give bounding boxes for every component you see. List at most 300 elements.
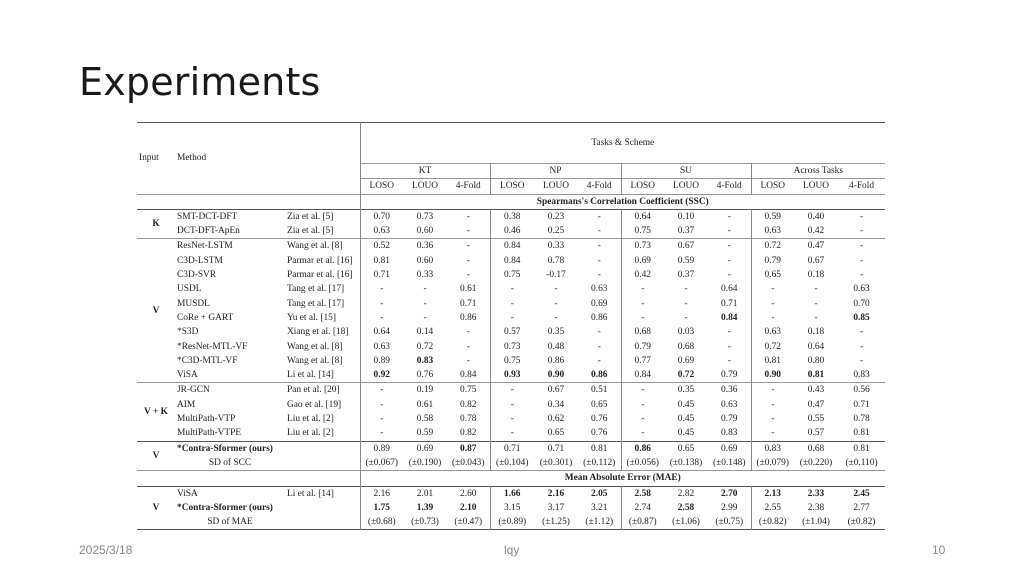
value-cell: (±0.190) xyxy=(408,457,442,468)
value-cell: 2.74 xyxy=(634,502,651,513)
method-name: ResNet-LSTM xyxy=(177,241,233,252)
value-cell: - xyxy=(423,284,427,295)
value-cell: 0.70 xyxy=(373,211,390,222)
value-cell: 0.70 xyxy=(853,298,870,309)
value-cell: (±1.06) xyxy=(672,517,700,528)
value-cell: 0.73 xyxy=(634,241,651,252)
value-cell: - xyxy=(510,385,514,396)
value-cell: 0.69 xyxy=(708,441,751,456)
value-cell: 0.43 xyxy=(807,385,825,396)
table-row xyxy=(137,501,885,515)
value-cell: 0.33 xyxy=(547,241,565,252)
value-cell: 0.79 xyxy=(708,412,751,426)
value-cell: 0.84 xyxy=(447,368,490,383)
value-cell: 0.51 xyxy=(578,383,621,398)
value-cell: 2.45 xyxy=(853,488,870,499)
spacer xyxy=(137,471,360,486)
value-cell: - xyxy=(578,268,621,282)
value-cell: 0.87 xyxy=(447,441,490,456)
method-reference xyxy=(285,441,360,456)
header-group: NP xyxy=(490,164,621,179)
value-cell: - xyxy=(708,254,751,268)
value-cell: 2.13 xyxy=(764,488,781,499)
value-cell: - xyxy=(510,312,514,323)
value-cell: 0.83 xyxy=(708,426,751,441)
results-table xyxy=(137,122,885,530)
value-cell: 2.58 xyxy=(677,502,695,513)
method-reference: Wang et al. [8] xyxy=(285,239,360,254)
value-cell: 0.47 xyxy=(807,399,825,410)
value-cell: 0.83 xyxy=(764,443,781,454)
value-cell: - xyxy=(447,239,490,254)
method-name: ViSA xyxy=(177,488,198,499)
value-cell: - xyxy=(380,399,384,410)
value-cell: - xyxy=(510,284,514,295)
value-cell: (±1.25) xyxy=(542,517,570,528)
value-cell: 0.69 xyxy=(634,255,651,266)
value-cell: 0.90 xyxy=(547,370,565,381)
value-cell: - xyxy=(859,211,864,222)
value-cell: - xyxy=(771,399,775,410)
header-scheme: 4-Fold xyxy=(838,179,885,194)
value-cell: - xyxy=(859,341,864,352)
value-cell: 0.63 xyxy=(853,284,870,295)
value-cell: - xyxy=(447,254,490,268)
value-cell: - xyxy=(578,209,621,224)
sd-label: SD of MAE xyxy=(207,517,253,528)
value-cell: - xyxy=(641,298,645,309)
value-cell: - xyxy=(814,298,818,309)
value-cell: 2.05 xyxy=(578,486,621,501)
value-cell: 0.34 xyxy=(547,399,565,410)
value-cell: 0.35 xyxy=(677,385,695,396)
table-row xyxy=(137,515,885,530)
value-cell: 0.85 xyxy=(853,312,870,323)
value-cell: 0.76 xyxy=(578,412,621,426)
method-name: *Contra-Sformer (ours) xyxy=(177,443,273,454)
value-cell: 0.25 xyxy=(547,226,565,237)
value-cell: 0.59 xyxy=(764,211,781,222)
table-row xyxy=(137,456,885,471)
value-cell: 0.47 xyxy=(807,241,825,252)
method-reference: Li et al. [14] xyxy=(285,486,360,501)
value-cell: - xyxy=(641,284,645,295)
slide-title: Experiments xyxy=(79,60,321,104)
value-cell: - xyxy=(684,312,688,323)
header-scheme: LOSO xyxy=(621,179,664,194)
value-cell: 2.70 xyxy=(708,486,751,501)
value-cell: 1.75 xyxy=(373,502,390,513)
value-cell: - xyxy=(447,224,490,239)
value-cell: - xyxy=(859,355,864,366)
value-cell: 0.80 xyxy=(807,355,825,366)
value-cell: 3.17 xyxy=(547,502,565,513)
table-row xyxy=(137,426,885,441)
table-row xyxy=(137,282,885,296)
value-cell: 0.82 xyxy=(447,426,490,441)
value-cell: 0.36 xyxy=(416,241,434,252)
header-scheme: LOUO xyxy=(403,179,447,194)
header-scheme: LOSO xyxy=(751,179,794,194)
value-cell: 2.33 xyxy=(807,488,825,499)
value-cell: 0.84 xyxy=(634,370,651,381)
value-cell: 0.82 xyxy=(447,398,490,412)
method-reference: Liu et al. [2] xyxy=(285,412,360,426)
value-cell: 0.89 xyxy=(373,355,390,366)
value-cell: - xyxy=(554,284,558,295)
value-cell: 0.72 xyxy=(764,241,781,252)
table-row xyxy=(137,239,885,254)
value-cell: 2.77 xyxy=(853,502,870,513)
table-row xyxy=(137,224,885,239)
sd-label: SD of SCC xyxy=(208,457,252,468)
value-cell: 0.60 xyxy=(416,255,434,266)
value-cell: - xyxy=(814,284,818,295)
value-cell: (±0.89) xyxy=(498,517,527,528)
value-cell: - xyxy=(859,270,864,281)
header-group: Across Tasks xyxy=(751,164,885,179)
value-cell: - xyxy=(578,224,621,239)
value-cell: - xyxy=(380,312,384,323)
method-name: MultiPath-VTP xyxy=(177,414,236,425)
value-cell: 0.63 xyxy=(708,398,751,412)
method-reference: Parmar et al. [16] xyxy=(285,254,360,268)
value-cell: - xyxy=(380,284,384,295)
value-cell: - xyxy=(447,354,490,368)
header-scheme: LOUO xyxy=(794,179,838,194)
value-cell: - xyxy=(380,385,384,396)
value-cell: - xyxy=(447,268,490,282)
value-cell: - xyxy=(554,312,558,323)
value-cell: (±0.110) xyxy=(845,457,878,468)
value-cell: 0.81 xyxy=(373,255,390,266)
value-cell: - xyxy=(641,428,645,439)
value-cell: 2.99 xyxy=(708,501,751,515)
method-reference: Xiang et al. [18] xyxy=(285,325,360,339)
value-cell: 0.71 xyxy=(547,443,565,454)
method-name: DCT-DFT-ApEn xyxy=(177,226,240,237)
header-method: Method xyxy=(177,153,207,164)
value-cell: - xyxy=(510,428,514,439)
value-cell: 0.78 xyxy=(447,412,490,426)
value-cell: 0.86 xyxy=(547,355,565,366)
value-cell: (±0.47) xyxy=(447,515,490,530)
value-cell: 0.71 xyxy=(373,270,390,281)
header-scheme: LOSO xyxy=(490,179,534,194)
value-cell: (±1.12) xyxy=(578,515,621,530)
table-row xyxy=(137,254,885,268)
value-cell: - xyxy=(641,414,645,425)
table-row xyxy=(137,325,885,339)
value-cell: (±0.079) xyxy=(756,457,789,468)
value-cell: (±0.301) xyxy=(539,457,573,468)
input-modality: K xyxy=(152,219,160,230)
value-cell: 0.18 xyxy=(807,327,825,338)
method-name: C3D-SVR xyxy=(177,270,217,281)
value-cell: 0.65 xyxy=(578,398,621,412)
value-cell: 0.57 xyxy=(504,327,521,338)
value-cell: 0.86 xyxy=(634,443,651,454)
value-cell: 2.82 xyxy=(677,488,695,499)
value-cell: 2.10 xyxy=(447,501,490,515)
value-cell: 0.73 xyxy=(504,341,521,352)
method-name: JR-GCN xyxy=(177,385,210,396)
value-cell: 0.37 xyxy=(677,270,695,281)
table-row xyxy=(137,398,885,412)
value-cell: 0.48 xyxy=(547,341,565,352)
input-modality: V xyxy=(152,305,160,316)
method-reference xyxy=(285,501,360,515)
value-cell: 0.71 xyxy=(708,297,751,311)
value-cell: 0.86 xyxy=(447,311,490,325)
value-cell: - xyxy=(641,312,645,323)
value-cell: 0.59 xyxy=(677,255,695,266)
value-cell: - xyxy=(447,325,490,339)
value-cell: (±0.148) xyxy=(708,456,751,471)
value-cell: (±0.056) xyxy=(626,457,659,468)
value-cell: - xyxy=(423,298,427,309)
method-reference: Liu et al. [2] xyxy=(285,426,360,441)
value-cell: 0.58 xyxy=(416,414,434,425)
value-cell: - xyxy=(423,312,427,323)
value-cell: 0.37 xyxy=(677,226,695,237)
value-cell: 0.64 xyxy=(807,341,825,352)
value-cell: - xyxy=(771,385,775,396)
footer-author: lqy xyxy=(504,543,520,557)
header-scheme: LOUO xyxy=(534,179,578,194)
value-cell: 0.60 xyxy=(416,226,434,237)
value-cell: - xyxy=(641,399,645,410)
table-row xyxy=(137,123,885,164)
method-reference: Tang et al. [17] xyxy=(285,297,360,311)
footer-date: 2025/3/18 xyxy=(79,543,133,557)
method-name: C3D-LSTM xyxy=(177,255,223,266)
spacer xyxy=(137,194,360,209)
value-cell: 0.64 xyxy=(708,282,751,296)
method-name: *S3D xyxy=(177,327,199,338)
value-cell: 0.76 xyxy=(578,426,621,441)
value-cell: 0.63 xyxy=(373,226,390,237)
value-cell: 0.78 xyxy=(853,414,870,425)
value-cell: - xyxy=(684,284,688,295)
value-cell: (±0.82) xyxy=(847,517,876,528)
value-cell: 0.52 xyxy=(373,241,390,252)
value-cell: - xyxy=(578,239,621,254)
value-cell: - xyxy=(771,298,775,309)
value-cell: 0.90 xyxy=(764,370,781,381)
value-cell: (±0.043) xyxy=(447,456,490,471)
value-cell: 0.69 xyxy=(677,355,695,366)
table-row xyxy=(137,412,885,426)
value-cell: (±0.220) xyxy=(799,457,833,468)
value-cell: - xyxy=(641,385,645,396)
spacer xyxy=(285,515,360,530)
value-cell: 0.23 xyxy=(547,211,565,222)
table-row xyxy=(137,368,885,383)
input-modality: V xyxy=(152,450,160,461)
value-cell: - xyxy=(380,428,384,439)
value-cell: 0.61 xyxy=(447,282,490,296)
value-cell: - xyxy=(510,414,514,425)
method-name: MultiPath-VTPE xyxy=(177,428,242,439)
value-cell: 0.84 xyxy=(708,311,751,325)
value-cell: 0.86 xyxy=(578,368,621,383)
value-cell: 0.76 xyxy=(416,370,434,381)
value-cell: - xyxy=(380,298,384,309)
value-cell: 0.65 xyxy=(677,443,695,454)
value-cell: - xyxy=(708,325,751,339)
value-cell: - xyxy=(771,414,775,425)
value-cell: 0.18 xyxy=(807,270,825,281)
value-cell: - xyxy=(859,327,864,338)
value-cell: 2.01 xyxy=(416,488,434,499)
value-cell: 0.45 xyxy=(677,414,695,425)
table-row xyxy=(137,471,885,486)
value-cell: 0.71 xyxy=(504,443,521,454)
value-cell: - xyxy=(708,239,751,254)
value-cell: 0.56 xyxy=(853,385,870,396)
value-cell: 0.68 xyxy=(807,443,825,454)
value-cell: 0.68 xyxy=(634,327,651,338)
value-cell: - xyxy=(859,255,864,266)
value-cell: (±1.04) xyxy=(802,517,830,528)
header-group: SU xyxy=(621,164,751,179)
value-cell: 2.38 xyxy=(807,502,825,513)
value-cell: (±0.138) xyxy=(669,457,703,468)
value-cell: - xyxy=(578,354,621,368)
value-cell: - xyxy=(554,298,558,309)
value-cell: - xyxy=(771,428,775,439)
value-cell: - xyxy=(447,209,490,224)
value-cell: 0.83 xyxy=(853,370,870,381)
value-cell: 0.86 xyxy=(578,311,621,325)
header-group: KT xyxy=(360,164,490,179)
header-scheme: 4-Fold xyxy=(708,179,751,194)
method-name: *Contra-Sformer (ours) xyxy=(177,502,273,513)
value-cell: 0.42 xyxy=(807,226,825,237)
method-name: *ResNet-MTL-VF xyxy=(177,341,248,352)
value-cell: 0.72 xyxy=(764,341,781,352)
method-reference: Zia et al. [5] xyxy=(285,209,360,224)
method-name: USDL xyxy=(177,284,202,295)
table-row xyxy=(137,297,885,311)
value-cell: (±0.82) xyxy=(758,517,787,528)
header-scheme: LOSO xyxy=(360,179,403,194)
value-cell: 0.38 xyxy=(504,211,521,222)
value-cell: (±0.112) xyxy=(578,456,621,471)
table-row xyxy=(137,268,885,282)
value-cell: 0.92 xyxy=(373,370,390,381)
method-reference: Yu et al. [15] xyxy=(285,311,360,325)
header-tasks-scheme: Tasks & Scheme xyxy=(591,137,655,148)
value-cell: - xyxy=(859,241,864,252)
value-cell: 0.03 xyxy=(677,327,695,338)
value-cell: 0.79 xyxy=(764,255,781,266)
value-cell: (±0.067) xyxy=(365,457,398,468)
value-cell: 2.60 xyxy=(447,486,490,501)
value-cell: 0.10 xyxy=(677,211,695,222)
method-reference: Li et al. [14] xyxy=(285,368,360,383)
method-reference: Pan et al. [20] xyxy=(285,383,360,398)
value-cell: - xyxy=(447,340,490,354)
value-cell: 0.75 xyxy=(447,383,490,398)
value-cell: 0.55 xyxy=(807,414,825,425)
value-cell: 0.84 xyxy=(504,241,521,252)
value-cell: 0.81 xyxy=(807,370,825,381)
value-cell: 0.63 xyxy=(373,341,390,352)
value-cell: 0.71 xyxy=(447,297,490,311)
value-cell: 2.16 xyxy=(547,488,565,499)
value-cell: 0.79 xyxy=(708,368,751,383)
value-cell: - xyxy=(859,226,864,237)
value-cell: 0.89 xyxy=(373,443,390,454)
value-cell: 0.78 xyxy=(547,255,565,266)
header-scheme: LOUO xyxy=(664,179,708,194)
value-cell: 0.46 xyxy=(504,226,521,237)
table-row xyxy=(137,354,885,368)
table-row xyxy=(137,194,885,209)
value-cell: (±0.68) xyxy=(367,517,396,528)
value-cell: - xyxy=(510,298,514,309)
value-cell: 0.36 xyxy=(708,383,751,398)
value-cell: - xyxy=(708,268,751,282)
value-cell: 0.57 xyxy=(807,428,825,439)
value-cell: 0.79 xyxy=(634,341,651,352)
value-cell: 0.75 xyxy=(504,270,521,281)
value-cell: 0.77 xyxy=(634,355,651,366)
method-name: AIM xyxy=(177,399,196,410)
input-modality: V xyxy=(152,502,160,513)
value-cell: 0.45 xyxy=(677,428,695,439)
value-cell: 0.42 xyxy=(634,270,651,281)
value-cell: 0.93 xyxy=(504,370,521,381)
value-cell: 0.14 xyxy=(416,327,434,338)
header-scheme: 4-Fold xyxy=(578,179,621,194)
value-cell: 0.69 xyxy=(416,443,434,454)
value-cell: 0.68 xyxy=(677,341,695,352)
value-cell: 0.81 xyxy=(853,443,870,454)
value-cell: - xyxy=(578,340,621,354)
value-cell: 3.21 xyxy=(578,501,621,515)
value-cell: 0.81 xyxy=(853,428,870,439)
value-cell: 0.45 xyxy=(677,399,695,410)
value-cell: 2.16 xyxy=(373,488,390,499)
value-cell: - xyxy=(771,312,775,323)
value-cell: - xyxy=(708,354,751,368)
method-reference: Zia et al. [5] xyxy=(285,224,360,239)
method-name: SMT-DCT-DFT xyxy=(177,211,238,222)
value-cell: - xyxy=(708,224,751,239)
table-row xyxy=(137,383,885,398)
value-cell: - xyxy=(771,284,775,295)
value-cell: 0.75 xyxy=(504,355,521,366)
value-cell: 0.83 xyxy=(416,355,434,366)
value-cell: 0.71 xyxy=(853,399,870,410)
input-modality: V + K xyxy=(144,406,168,417)
value-cell: 2.58 xyxy=(634,488,651,499)
value-cell: 0.61 xyxy=(416,399,434,410)
value-cell: 0.81 xyxy=(764,355,781,366)
method-reference: Gao et al. [19] xyxy=(285,398,360,412)
value-cell: - xyxy=(814,312,818,323)
value-cell: - xyxy=(510,399,514,410)
value-cell: -0.17 xyxy=(546,270,566,281)
value-cell: - xyxy=(684,298,688,309)
value-cell: (±0.87) xyxy=(628,517,657,528)
method-name: CoRe + GART xyxy=(177,312,234,323)
value-cell: 0.63 xyxy=(578,282,621,296)
value-cell: 0.33 xyxy=(416,270,434,281)
